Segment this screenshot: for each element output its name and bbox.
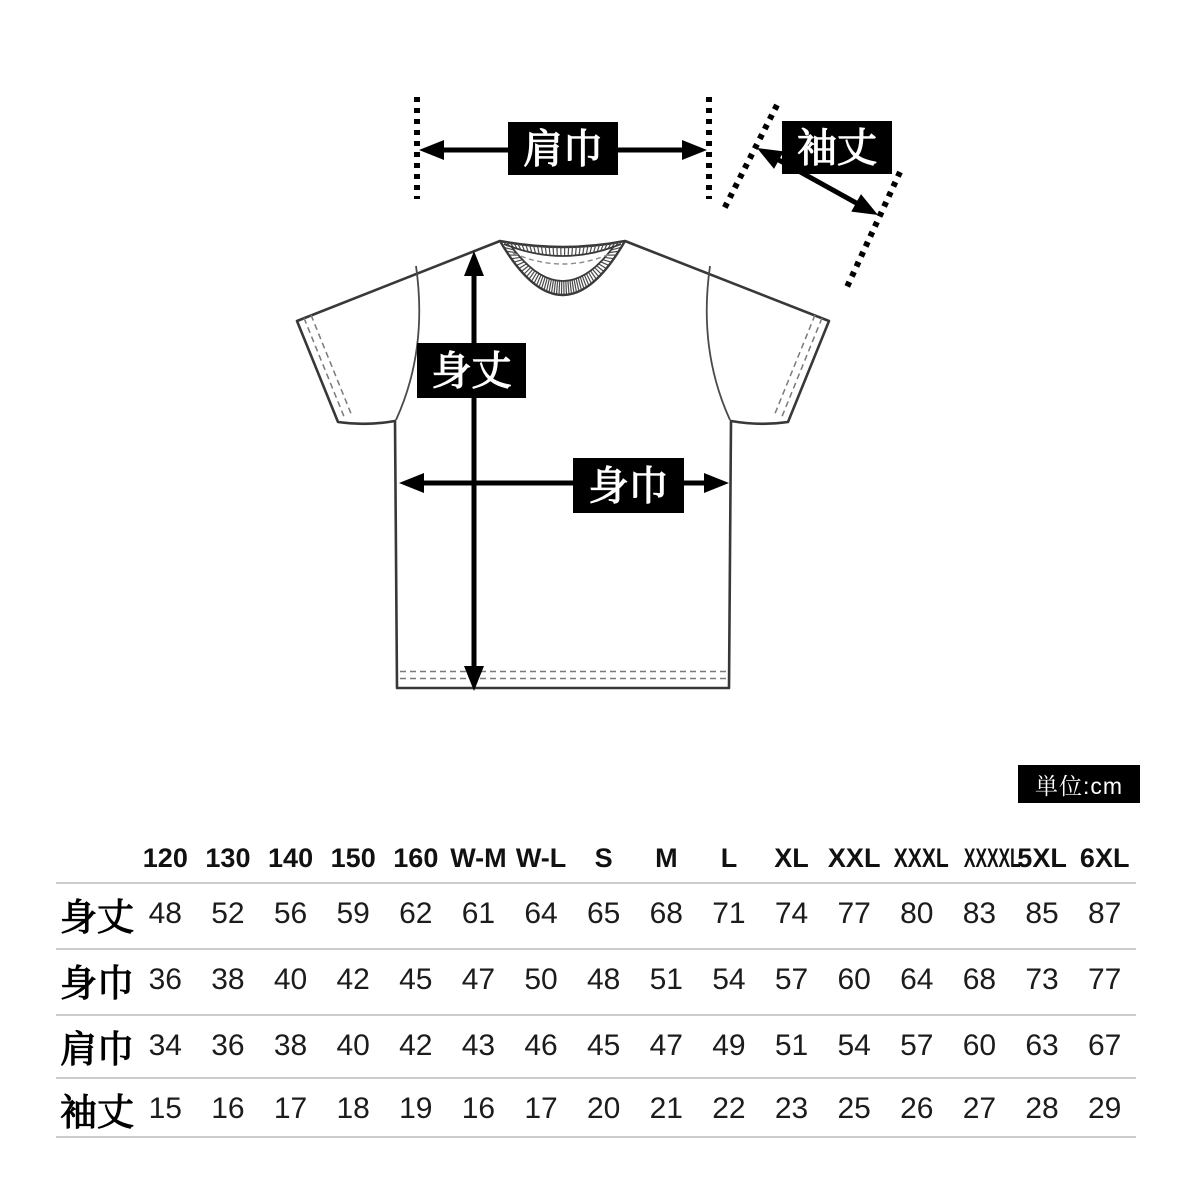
measurement-value-cell: 26 [900,1092,934,1125]
measurement-value-cell: 38 [211,963,245,996]
measurement-value-cell: 15 [148,1092,182,1125]
size-col-header: 130 [205,843,251,873]
measurement-value-cell: 43 [461,1029,496,1062]
measurement-value-cell: 38 [273,1029,308,1062]
size-col-header: XXXXL [964,843,1021,873]
measurement-value-cell: 45 [587,1029,621,1062]
arrowhead [419,140,444,160]
size-col-header: 160 [393,843,439,873]
measurement-value-cell: 57 [900,1029,934,1062]
collar-rib [572,247,573,256]
sleeve-ref-line-bottom [847,172,900,287]
measurement-value-cell: 54 [837,1029,871,1062]
collar-rib [559,281,560,295]
measurement-value-cell: 57 [774,963,809,996]
size-table-body [56,883,1136,1137]
size-col-header: 5XL [1017,843,1067,873]
size-header-row [56,840,1136,883]
size-col-header: XXXL [893,843,949,873]
measurement-value-cell: 71 [712,897,746,930]
arrowhead [757,148,784,169]
size-col-header: L [720,843,738,873]
measurement-row-label: 袖丈 [60,1092,134,1133]
measurement-value-cell: 74 [774,897,809,930]
measurement-value-cell: 80 [900,897,934,930]
measurement-value-cell: 28 [1025,1092,1059,1125]
measurement-value-cell: 51 [774,1029,809,1062]
measurement-value-cell: 68 [649,897,683,930]
size-col-header: W-M [450,843,507,873]
measurement-value-cell: 21 [649,1092,683,1125]
measurement-value-cell: 46 [524,1029,558,1062]
label-text: 肩巾 [523,127,603,172]
measurement-value-cell: 18 [336,1092,370,1125]
measurement-value-cell: 63 [1025,1029,1059,1062]
measurement-row [56,1078,1136,1137]
measurement-row [56,883,1136,949]
measurement-value-cell: 87 [1088,897,1122,930]
size-col-header: S [594,843,613,873]
measurement-value-cell: 47 [649,1029,683,1062]
measurement-value-cell: 77 [837,897,871,930]
arrowhead [851,194,878,215]
measurement-value-cell: 77 [1088,963,1122,996]
measurement-value-cell: 23 [774,1092,809,1125]
measurement-value-cell: 48 [148,897,182,930]
measurement-value-cell: 16 [211,1092,245,1125]
arrowhead [682,140,707,160]
measurement-value-cell: 45 [399,963,433,996]
size-col-header: 6XL [1079,843,1130,873]
corner-cell [56,840,134,883]
measurement-value-cell: 85 [1025,897,1059,930]
measurement-value-cell: 29 [1088,1092,1122,1125]
measurement-value-cell: 60 [837,963,871,996]
measurement-value-cell: 83 [962,897,997,930]
tshirt-drawing [297,241,829,688]
size-col-header: 120 [142,843,188,873]
size-col-header: 150 [330,843,376,873]
shoulder-width-label [508,122,618,175]
measurement-value-cell: 59 [336,897,370,930]
size-col-header: XL [774,843,809,873]
measurement-value-cell: 67 [1088,1029,1122,1062]
collar-rib [566,281,567,295]
tshirt-body-outline [297,241,829,688]
measurement-value-cell: 50 [524,963,558,996]
measurement-value-cell: 48 [587,963,621,996]
collar-rib [553,247,554,256]
label-text: 袖丈 [797,126,877,171]
measurement-value-cell: 22 [712,1092,746,1125]
label-text: 身巾 [588,464,669,509]
measurement-value-cell: 64 [524,897,558,930]
measurement-value-cell: 27 [962,1092,997,1125]
measurement-value-cell: 16 [461,1092,496,1125]
measurement-value-cell: 68 [962,963,997,996]
measurement-value-cell: 52 [211,897,245,930]
measurement-value-cell: 61 [461,897,496,930]
label-text: 身丈 [431,349,512,394]
body-length-label [417,343,526,398]
measurement-value-cell: 34 [148,1029,182,1062]
measurement-value-cell: 25 [837,1092,871,1125]
sleeve-length-label [782,121,892,174]
measurement-value-cell: 40 [336,1029,370,1062]
measurement-value-cell: 17 [524,1092,558,1125]
size-col-header: 140 [268,843,314,873]
measurement-value-cell: 42 [399,1029,433,1062]
measurement-value-cell: 54 [712,963,746,996]
measurement-row-label: 身丈 [60,897,134,938]
measurement-value-cell: 65 [587,897,621,930]
measurement-value-cell: 36 [211,1029,245,1062]
measurement-value-cell: 73 [1025,963,1059,996]
measurement-value-cell: 40 [273,963,308,996]
measurement-value-cell: 42 [336,963,370,996]
size-col-header: XXL [827,843,881,873]
body-width-label [573,458,684,513]
measurement-value-cell: 56 [273,897,308,930]
measurement-value-cell: 20 [587,1092,621,1125]
measurement-row-label: 肩巾 [60,1029,134,1070]
measurement-value-cell: 64 [900,963,934,996]
size-chart-table [56,840,1136,1138]
size-col-header: W-L [515,843,567,873]
measurement-value-cell: 36 [148,963,182,996]
measurement-value-cell: 49 [712,1029,746,1062]
size-table-head [56,840,1136,883]
measurement-value-cell: 51 [649,963,683,996]
measurement-row-label: 身巾 [60,963,134,1004]
measurement-value-cell: 62 [399,897,433,930]
measurement-value-cell: 47 [461,963,496,996]
measurement-row [56,1015,1136,1078]
size-col-header: M [655,843,678,873]
unit-badge: 単位:cm [1018,765,1140,803]
measurement-value-cell: 17 [273,1092,308,1125]
measurement-value-cell: 19 [399,1092,433,1125]
measurement-value-cell: 60 [962,1029,997,1062]
measurement-row [56,949,1136,1015]
